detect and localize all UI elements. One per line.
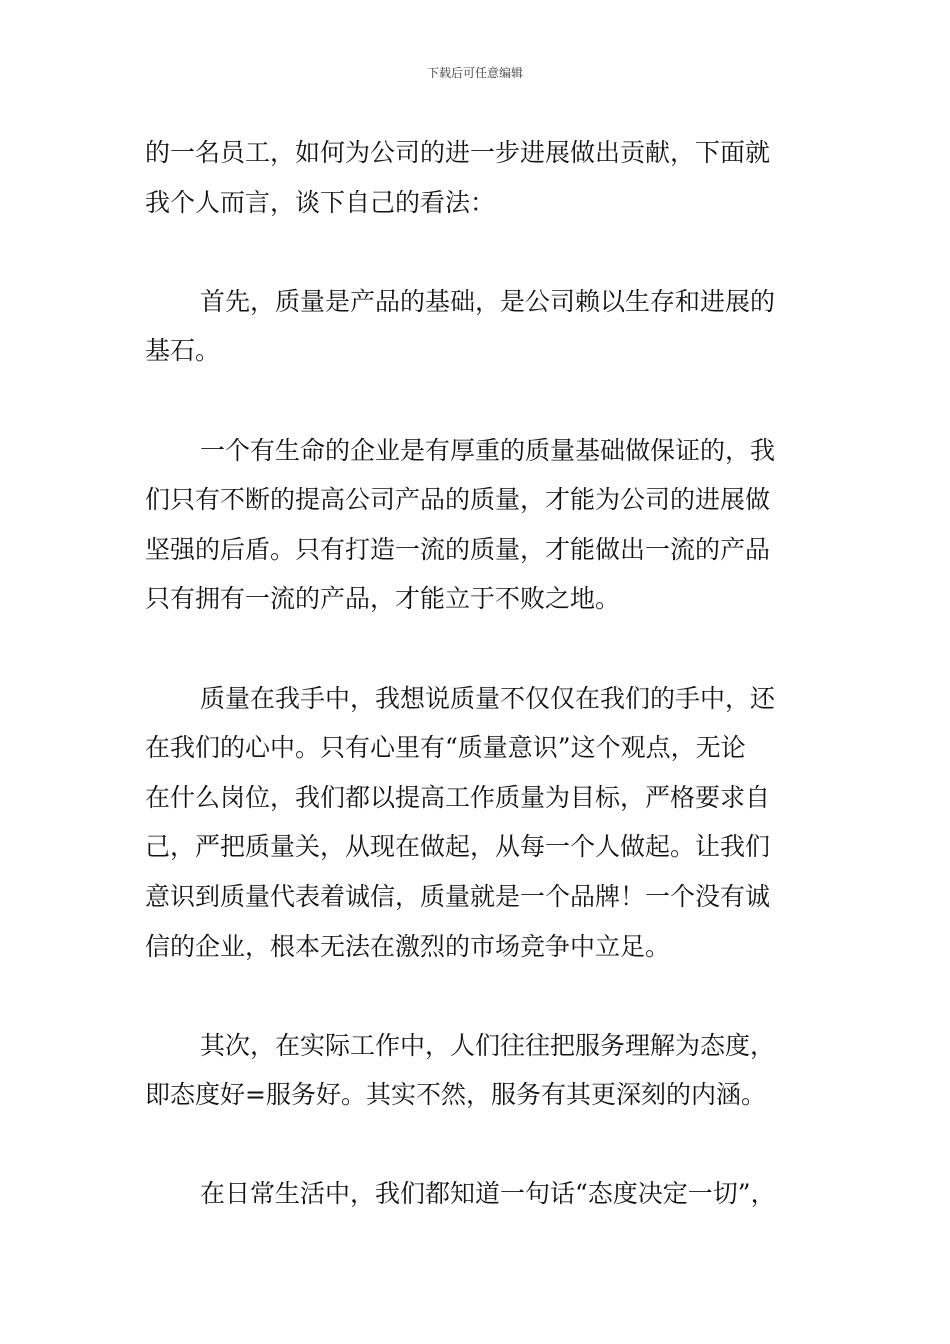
paragraph-line: 一个有生命的企业是有厚重的质量基础做保证的，我 [200,435,776,465]
paragraph-line: 质量在我手中，我想说质量不仅仅在我们的手中，还 [200,683,776,713]
paragraph-line: 其次，在实际工作中，人们往往把服务理解为态度， [200,1030,776,1060]
paragraph-3 [145,426,807,624]
paragraph-line: 首先，质量是产品的基础，是公司赖以生存和进展的 [200,286,776,316]
paragraph-5 [145,1021,807,1120]
paragraph-line: 们只有不断的提高公司产品的质量，才能为公司的进展做 [145,485,771,515]
document-body [145,128,807,1219]
paragraph-2 [145,277,807,376]
paragraph-line: 在日常生活中，我们都知道一句话“态度决定一切”， [200,1179,776,1209]
paragraph-line: 基石。 [145,336,221,366]
paragraph-line: 只有拥有一流的产品，才能立于不败之地。 [145,584,621,614]
paragraph-1 [145,128,807,227]
paragraph-line: 的一名员工，如何为公司的进一步进展做出贡献，下面就 [145,138,771,167]
paragraph-line: 即态度好=服务好。其实不然，服务有其更深刻的内涵。 [145,1080,766,1110]
paragraph-spacer [145,624,807,674]
paragraph-spacer [145,971,807,1021]
paragraph-spacer [145,227,807,277]
paragraph-spacer [145,1120,807,1170]
paragraph-line: 我个人而言，谈下自己的看法： [145,187,496,217]
paragraph-line: 在我们的心中。只有心里有“质量意识”这个观点，无论 [145,733,746,763]
paragraph-line: 意识到质量代表着诚信，质量就是一个品牌！一个没有诚 [145,881,771,911]
paragraph-4 [145,674,807,972]
paragraph-spacer [145,376,807,426]
paragraph-line: 坚强的后盾。只有打造一流的质量，才能做出一流的产品 [145,534,771,564]
paragraph-line: 信的企业，根本无法在激烈的市场竞争中立足。 [145,931,671,961]
paragraph-line: 在什么岗位，我们都以提高工作质量为目标，严格要求自 [145,782,771,812]
paragraph-6 [145,1169,807,1219]
paragraph-line: 己，严把质量关，从现在做起，从每一个人做起。让我们 [145,832,771,862]
page-header: 下载后可任意编辑 [426,66,523,80]
